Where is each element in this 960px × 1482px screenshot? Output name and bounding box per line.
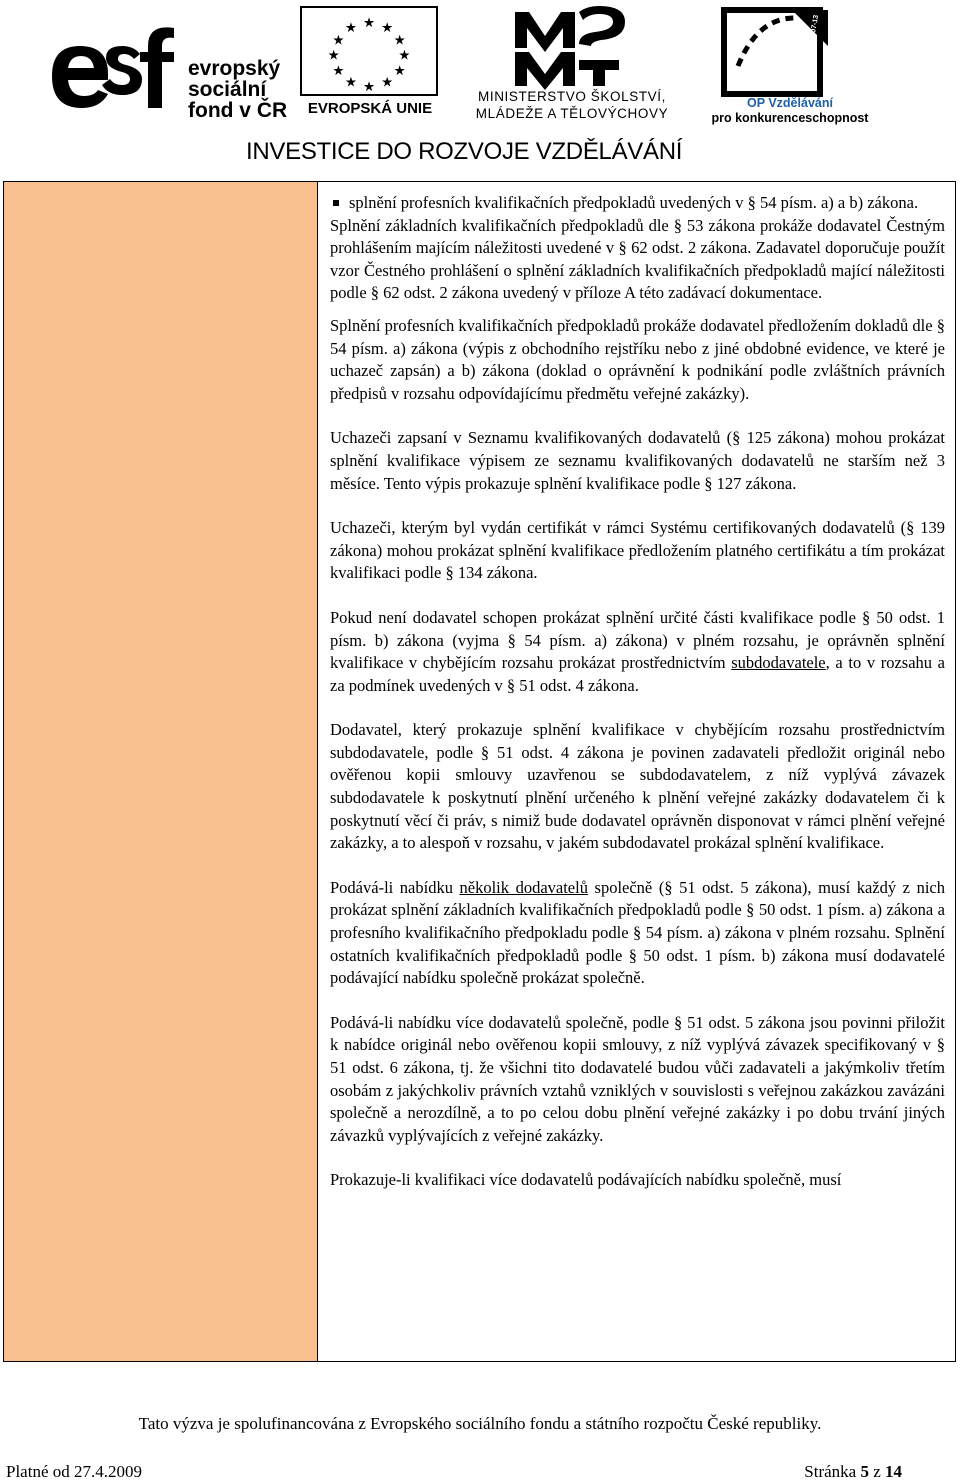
msmt-line-1: MINISTERSTVO ŠKOLSTVÍ, [478,89,666,104]
op-line-2: pro konkurenceschopnost [711,111,869,125]
op-logo-text [700,96,880,126]
list-item [330,192,945,215]
msmt-line-2: MLÁDEŽE A TĚLOVÝCHOVY [475,106,669,121]
eu-label: EVROPSKÁ UNIE [307,100,433,117]
paragraph-4: Uchazeči, kterým byl vydán certifikát v rámci Systému certifikovaných dodavatelů (§ 139 zákona) mohou prokázat splnění kvalifikace předložením platného certifikátu a tím prokázat kvalifikaci podle § 134 zákona. [330,518,945,583]
esf-line-2: sociální [188,78,267,101]
paragraph-5-start: Pokud není dodavatel schopen prokázat splnění určité části kvalifikace podle § 50 odst. 1 písm. b) zákona (vyjma § 54 písm. a) zákona) v plném rozsahu, je oprávněn splnění kvalifikace v chybějícím rozsahu prokázat prostřednictvím [330,607,945,673]
svg-text:★: ★ [398,47,411,63]
msmt-logo-icon [505,4,625,90]
svg-text:★: ★ [381,74,394,90]
op-badge-text: 2007-13 [808,14,821,42]
bullet-icon [333,200,339,206]
paragraph-7-underline: několik dodavatelů [459,877,588,897]
page-label: Stránka [804,1462,857,1481]
paragraph-5-underline: subdodavatele [731,653,826,673]
valid-from: Platné od 27.4.2009 [6,1462,142,1481]
eu-flag-icon [300,6,438,96]
esf-logo-text [188,58,287,121]
bullet-text: splnění profesních kvalifikačních předpokladů uvedených v § 54 písm. a) a b) zákona. [349,193,919,212]
svg-text:★: ★ [393,62,406,78]
op-vzdelavani-logo-icon [720,6,832,100]
paragraph-5 [330,607,945,697]
msmt-logo-text [452,88,692,122]
paragraph-7-start: Podává-li nabídku [330,877,460,897]
paragraph-7-end: společně (§ 51 odst. 5 zákona), musí každý z nich prokázat splnění základních kvalifikačních předpokladů podle § 50 odst. 1 písm. a) zákona a profesního kvalifikačního předpokladu podle § 54 písm. a) zákona v plném rozsahu. Splnění ostatních kvalifikačních předpokladů podle § 50 odst. 1 písm. b) zákona musí dodavatelé podávající nabídku společně prokázat společně. [330,877,945,988]
svg-text:★: ★ [393,32,406,48]
op-line-1: OP Vzdělávání [747,96,833,110]
paragraph-7 [330,877,945,990]
paragraph-9: Prokazuje-li kvalifikaci více dodavatelů podávajících nabídku společně, musí [330,1170,842,1190]
svg-text:★: ★ [332,62,345,78]
logo-bar [0,0,960,180]
page-sep: z [873,1462,881,1481]
left-label-cell [4,182,318,1361]
svg-text:★: ★ [327,47,340,63]
paragraph-1: Splnění základních kvalifikačních předpokladů dle § 53 zákona prokáže dodavatel Čestným prohlášením majícím náležitosti uvedené v § 62 odst. 2 zákona. Zadavatel doporučuje použít vzor Čestného prohlášení o splnění základních kvalifikačních předpokladů mající náležitosti podle § 62 odst. 2 zákona uvedený v příloze A této zadávací dokumentace. [330,215,945,303]
esf-line-1: evropský [188,57,281,80]
svg-text:★: ★ [332,32,345,48]
svg-text:★: ★ [344,74,357,90]
page-current: 5 [860,1462,869,1481]
header-tagline: INVESTICE DO ROZVOJE VZDĚLÁVÁNÍ [246,138,683,165]
cofinance-note: Tato výzva je spolufinancována z Evropského sociálního fondu a státního rozpočtu České republiky. [138,1414,822,1433]
svg-text:★: ★ [363,15,375,31]
paragraph-6: Dodavatel, který prokazuje splnění kvalifikace v chybějícím rozsahu prostřednictvím subdodavatele, podle § 51 odst. 4 zákona je povinen zadavateli předložit originál nebo ověřenou kopii smlouvy uzavřenou se subdodavatelem, z níž vyplývá závazek subdodavatele k poskytnutí plnění určeného k plnění veřejné zakázky dodavatelem či k poskytnutí věcí či práv, s nimiž bude dodavatel oprávněn disponovat v rámci plnění veřejné zakázky, a to alespoň v rozsahu, v jakém subdodavatel prokázal splnění kvalifikace. [330,720,945,853]
main-content [330,192,945,1192]
svg-text:★: ★ [381,19,394,35]
paragraph-3: Uchazeči zapsaní v Seznamu kvalifikovaných dodavatelů (§ 125 zákona) mohou prokázat splnění kvalifikace výpisem ze seznamu kvalifikovaných dodavatelů ne starším než 3 měsíce. Tento výpis prokazuje splnění kvalifikace podle § 127 zákona. [330,428,945,493]
esf-line-3: fond v ČR [188,99,288,122]
paragraph-5-end: , a to v rozsahu a za podmínek uvedených v § 51 odst. 4 zákona. [330,653,945,695]
paragraph-2: Splnění profesních kvalifikačních předpokladů prokáže dodavatel předložením dokladů dle § 54 písm. a) zákona (výpis z obchodního rejstříku nebo z jiné obdobné evidence, ve které je uchazeč zapsán) a b) zákona (doklad o oprávnění k podnikání podle zvláštních právních předpisů v rozsahu odpovídajícímu předmětu veřejné zakázky). [330,315,945,403]
svg-text:★: ★ [344,19,357,35]
paragraph-8: Podává-li nabídku více dodavatelů společně, podle § 51 odst. 5 zákona jsou povinni přiložit k nabídce originál nebo ověřenou kopii smlouvy, z níž vyplývá závazek specifikovaný v § 51 odst. 6 zákona, tj. že všichni tito dodavatelé budou vůči zadavateli a jakýmkoliv třetím osobám z jakýchkoliv právních vztahů vzniklých v souvislosti s veřejnou zakázkou zavázáni společně a nerozdílně, a to po celou dobu plnění veřejné zakázky i po dobu trvání jiných závazků vyplývajících z veřejné zakázky. [330,1012,945,1145]
page-total: 14 [885,1462,902,1481]
esf-logo-icon [44,14,186,126]
svg-text:★: ★ [363,79,375,95]
page-number [804,1462,902,1482]
